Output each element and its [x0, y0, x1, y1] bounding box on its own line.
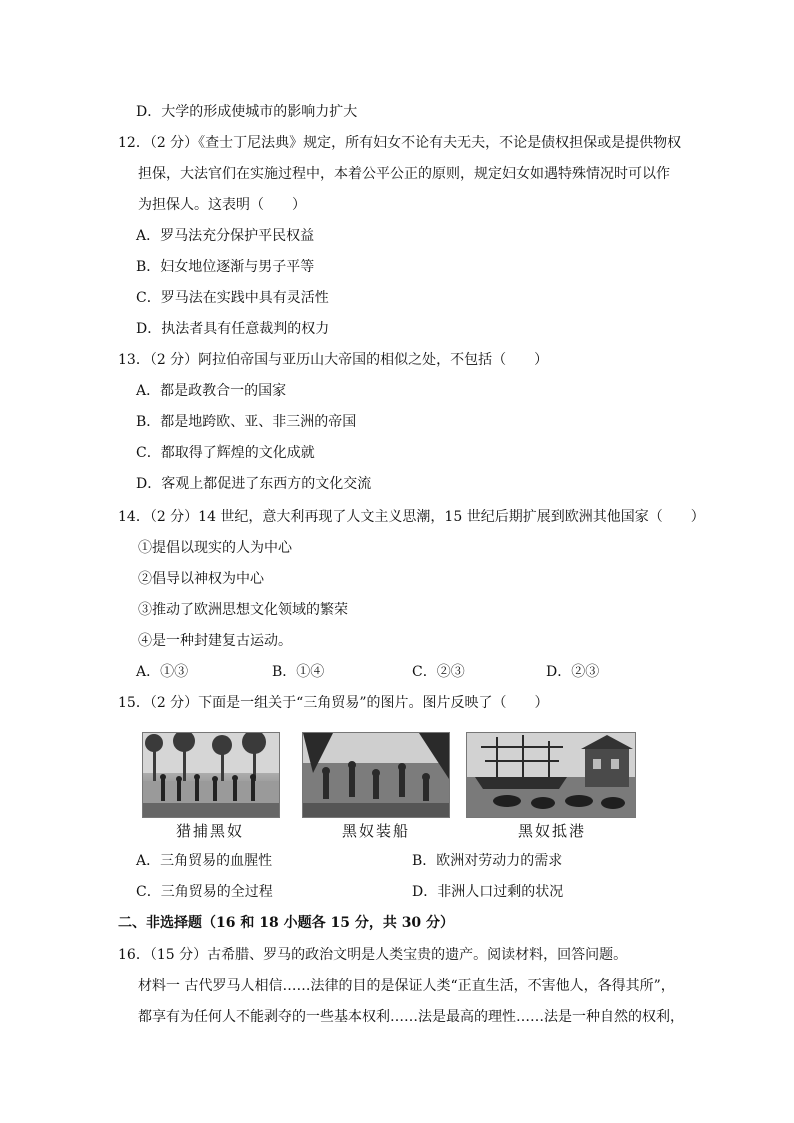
q13-stem: 13．（2 分）阿拉伯帝国与亚历山大帝国的相似之处，不包括（ ） [118, 352, 549, 368]
slave-hunting-image [142, 732, 280, 818]
q15-option-c: C．三角贸易的全过程 [136, 884, 273, 900]
q15-option-b: B．欧洲对劳动力的需求 [412, 853, 563, 869]
q14-option-d: D．②③ [546, 664, 600, 680]
q15-option-d: D．非洲人口过剩的状况 [412, 884, 564, 900]
q15-stem: 15．（2 分）下面是一组关于“三角贸易”的图片。图片反映了（ ） [118, 695, 549, 711]
q12-stem-line1: 12．（2 分）《查士丁尼法典》规定，所有妇女不论有夫无夫，不论是债权担保或是提供物权 [118, 135, 682, 151]
q13-option-b: B．都是地跨欧、亚、非三洲的帝国 [136, 414, 357, 430]
q12-stem-line3: 为担保人。这表明（ ） [138, 197, 306, 213]
q14-item-3: ③推动了欧洲思想文化领域的繁荣 [138, 602, 348, 618]
q13-option-a: A．都是政教合一的国家 [136, 383, 287, 399]
q16-material1-line2: 都享有为任何人不能剥夺的一些基本权利……法是最高的理性……法是一种自然的权利， [138, 1009, 684, 1025]
q13-option-c: C．都取得了辉煌的文化成就 [136, 445, 315, 461]
section-2-heading: 二、非选择题（16 和 18 小题各 15 分，共 30 分） [118, 915, 455, 931]
q12-option-a: A．罗马法充分保护平民权益 [136, 228, 315, 244]
slave-loading-image [302, 732, 450, 818]
q14-stem: 14．（2 分）14 世纪，意大利再现了人文主义思潮，15 世纪后期扩展到欧洲其他国家（ ） [118, 509, 705, 525]
q14-item-4: ④是一种封建复古运动。 [138, 633, 292, 649]
q15-option-a: A．三角贸易的血腥性 [136, 853, 273, 869]
q12-option-c: C．罗马法在实践中具有灵活性 [136, 290, 329, 306]
q16-material1-line1: 材料一 古代罗马人相信……法律的目的是保证人类“正直生活，不害他人，各得其所”， [138, 978, 675, 994]
q12-option-d: D．执法者具有任意裁判的权力 [136, 321, 330, 337]
q11-option-d: D．大学的形成使城市的影响力扩大 [136, 104, 358, 120]
q12-option-b: B．妇女地位逐渐与男子平等 [136, 259, 315, 275]
q12-stem-line2: 担保，大法官们在实施过程中，本着公平公正的原则，规定妇女如遇特殊情况时可以作 [138, 166, 670, 182]
q14-item-1: ①提倡以现实的人为中心 [138, 540, 292, 556]
q13-option-d: D．客观上都促进了东西方的文化交流 [136, 476, 372, 492]
slave-hunting-caption: 猎捕黑奴 [176, 822, 245, 840]
slave-arrival-image [466, 732, 636, 818]
slave-arrival-caption: 黑奴抵港 [518, 822, 587, 840]
q14-option-a: A．①③ [136, 664, 189, 680]
q14-option-c: C．②③ [412, 664, 465, 680]
q14-item-2: ②倡导以神权为中心 [138, 571, 264, 587]
q14-option-b: B．①④ [272, 664, 325, 680]
slave-loading-caption: 黑奴装船 [342, 822, 411, 840]
q16-stem: 16．（15 分）古希腊、罗马的政治文明是人类宝贵的遗产。阅读材料，回答问题。 [118, 947, 628, 963]
